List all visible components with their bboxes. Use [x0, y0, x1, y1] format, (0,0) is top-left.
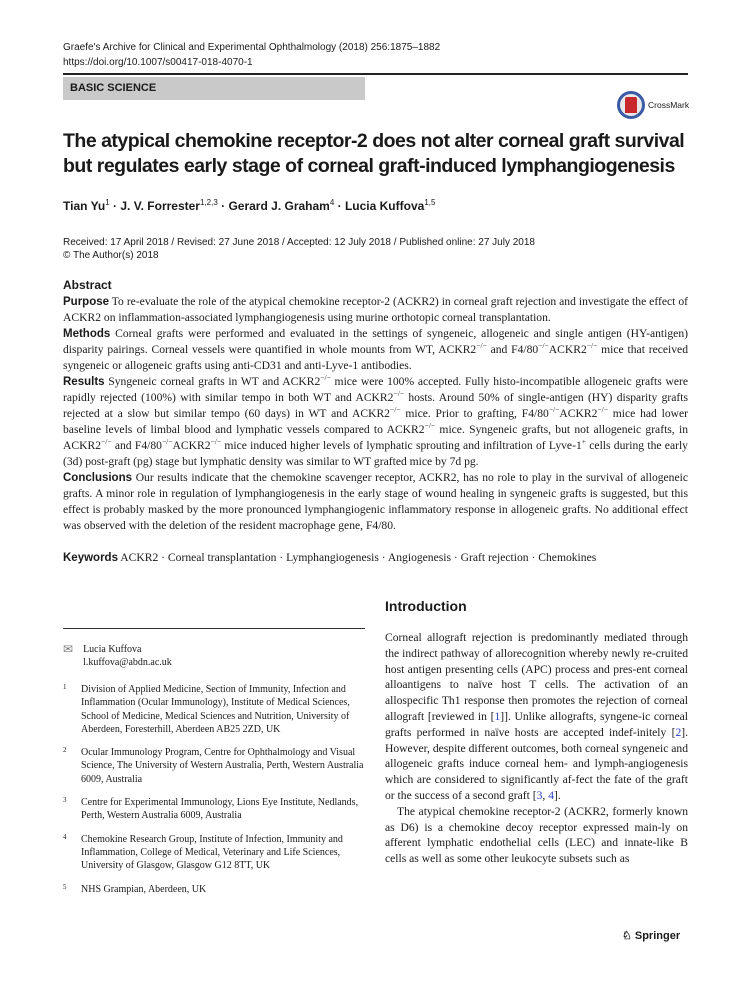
article-page	[63, 40, 688, 906]
footnote-rule	[63, 628, 365, 629]
superscript: +	[581, 437, 586, 447]
text-run: ACKR2	[559, 407, 598, 420]
crossmark-button[interactable]	[617, 91, 689, 119]
author-affiliation-ref: 1	[105, 198, 110, 207]
text-run: mice that received syngeneic or allogeneic grafts using anti-CD31 and anti-Lyve-1 antibodies.	[63, 343, 688, 372]
abstract-section-label: Results	[63, 376, 105, 388]
text-run: ].	[554, 788, 561, 802]
envelope-icon: ✉	[63, 642, 74, 656]
superscript: −/−	[586, 341, 598, 351]
superscript: −/−	[320, 373, 331, 383]
author-separator: ·	[217, 199, 229, 213]
crossmark-icon	[617, 91, 645, 119]
keyword: Corneal transplantation	[167, 551, 277, 564]
citation-link[interactable]: 2	[675, 725, 682, 739]
affiliation	[63, 883, 365, 896]
keyword-separator: ·	[276, 551, 287, 564]
abstract-section-label: Purpose	[63, 296, 110, 308]
text-run: hosts. Around 50% of single-antigen (HY) disparity grafts rejected at a slow but similar tempo (60 days) in WT and ACKR2	[63, 391, 688, 420]
introduction-heading: Introduction	[385, 598, 467, 614]
text-run: Corneal allograft rejection is predominantly mediated through the indirect pathway of allorecognition whereby newly re-cruited host antigen presenting cells (APC) process and pres-ent corneal alloantigens to naïve host T cells. The activation of an allospecific Th1 response then promotes the rejection of corneal allograft [reviewed in [	[385, 631, 688, 723]
right-column	[385, 598, 688, 867]
text-run: mice were 100% accepted. Fully histo-incompatible allogeneic grafts were rapidly rejected (100%) with similar tempo in both WT and ACKR2	[63, 375, 688, 404]
affiliation	[63, 796, 365, 823]
abstract	[63, 277, 688, 534]
keywords	[63, 550, 688, 566]
abstract-conclusions	[63, 470, 688, 534]
superscript: −/−	[424, 421, 436, 431]
affiliation-text: Division of Applied Medicine, Section of Immunity, Infection and Inflammation (Ocular Immunology), Institute of Medical Sciences, School of Medicine, Medical Sciences and Nutrition, University of Aberdeen, Foresterhill, Aberdeen AB25 2ZD, UK	[81, 684, 350, 735]
journal-citation	[63, 40, 688, 70]
author-separator: ·	[334, 199, 345, 213]
text-run: ]. However, despite different outcomes, both corneal syngeneic and allogeneic grafts induce corneal hem- and lymph-angiogenesis which are considered to significantly af-fect the fate of the graft or the success of a second graft [	[385, 725, 688, 802]
left-column	[63, 598, 365, 906]
affiliation	[63, 746, 365, 786]
text-run: ACKR2	[172, 439, 211, 452]
keyword: ACKR2	[120, 551, 159, 564]
text-run: To re-evaluate the role of the atypical chemokine receptor-2 (ACKR2) in corneal graft rejection and investigate the effect of ACKR2 on inflammation-associated lymphangiogenesis using murine orthotopic corneal transplantation.	[63, 295, 688, 324]
superscript: −/−	[210, 437, 222, 447]
corresponding-email[interactable]: l.kuffova@abdn.ac.uk	[83, 657, 172, 668]
correspondence	[63, 643, 365, 669]
history-dates: Received: 17 April 2018 / Revised: 27 June 2018 / Accepted: 12 July 2018 / Published online: 27 July 2018	[63, 237, 535, 248]
text-run: cells during the early (3d) post-graft (pg) stage but lymphatic density was similar to WT grafted mice by 7d pg.	[63, 439, 688, 468]
corresponding-author: Lucia Kuffova	[83, 644, 142, 655]
text-run: ]]. Unlike allografts, syngene-ic corneal grafts performed in naïve hosts are accepted indef-initely [	[385, 709, 688, 739]
keyword: Chemokines	[538, 551, 597, 564]
keyword: Lymphangiogenesis	[286, 551, 379, 564]
affiliation	[63, 683, 365, 736]
affiliation-number: 4	[63, 832, 67, 841]
two-column-body	[63, 598, 688, 906]
affiliation-number: 3	[63, 796, 67, 805]
keyword-separator: ·	[158, 551, 168, 564]
text-run: and F4/80	[111, 439, 162, 452]
text-run: mice. Syngeneic grafts, but not allogeneic grafts, in ACKR2	[63, 423, 688, 452]
affiliation-text: Centre for Experimental Immunology, Lions Eye Institute, Nedlands, Perth, Western Australia 6009, Australia	[81, 797, 359, 822]
keywords-label: Keywords	[63, 552, 118, 564]
section-label: BASIC SCIENCE	[63, 77, 365, 100]
affiliations	[63, 683, 365, 896]
text-run: mice had lower baseline levels of limbal blood and lymphatic vessels compared to ACKR2	[63, 407, 689, 436]
author-name: J. V. Forrester	[120, 199, 200, 213]
keyword-separator: ·	[378, 551, 388, 564]
doi-link[interactable]: https://doi.org/10.1007/s00417-018-4070-1	[63, 57, 253, 68]
introduction-body	[385, 630, 688, 867]
superscript: −/−	[389, 405, 401, 415]
publisher-logo	[622, 929, 680, 942]
journal-name: Graefe's Archive for Clinical and Experimental Ophthalmology (2018) 256:1875–1882	[63, 42, 441, 53]
affiliation-text: Chemokine Research Group, Institute of Infection, Immunity and Inflammation, College of Medical, Veterinary and Life Sciences, University of Glasgow, Glasgow G12 8TT, UK	[81, 833, 343, 872]
copyright: © The Author(s) 2018	[63, 250, 159, 261]
affiliation-text: NHS Grampian, Aberdeen, UK	[81, 883, 207, 895]
text-run: Syngeneic corneal grafts in WT and ACKR2	[108, 375, 321, 388]
keyword-separator: ·	[451, 551, 461, 564]
affiliation-number: 2	[63, 746, 67, 755]
abstract-methods	[63, 326, 688, 374]
superscript: −/−	[393, 389, 405, 399]
keyword-separator: ·	[528, 551, 539, 564]
author-list	[63, 198, 688, 214]
author-name: Tian Yu	[63, 199, 106, 213]
intro-paragraph	[385, 804, 688, 867]
superscript: −/−	[101, 437, 112, 447]
text-run: Our results indicate that the chemokine scavenger receptor, ACKR2, has no role to play in the survival of allogeneic grafts. A minor role in regulation of lymphangiogenesis in the early stage of wound healing in syngeneic grafts is suggested, but this effect is probably masked by the more pronounced lymphangiogenic inflammatory response in allogeneic grafts. No additional effect was observed with the deletion of the resident macrophage gene, F4/80.	[63, 471, 688, 532]
affiliation-number: 5	[63, 882, 67, 891]
text-run: Corneal grafts were performed and evaluated in the settings of syngeneic, allogeneic and single antigen (HY-antigen) disparity pairings. Corneal vessels were quantified in whole mounts from WT, ACKR2	[63, 327, 688, 356]
crossmark-label: CrossMark	[648, 100, 690, 110]
author-affiliation-ref: 1,5	[424, 198, 436, 207]
text-run: ,	[542, 788, 549, 802]
intro-paragraph	[385, 630, 688, 804]
text-run: mice. Prior to grafting, F4/80	[400, 407, 549, 420]
text-run: The atypical chemokine receptor-2 (ACKR2, formerly known as D6) is a chemokine decoy receptor expressed main-ly on afferent lymphatic endothelial cells (LEC) and innate-like B cells as well as some other leukocyte subsets such as	[385, 804, 688, 866]
article-title: The atypical chemokine receptor-2 does not alter corneal graft survival but regulates early stage of corneal graft-induced lymphangiogenesis	[63, 130, 685, 177]
abstract-results	[63, 374, 688, 470]
citation-link[interactable]: 4	[548, 788, 555, 802]
text-run: and F4/80	[486, 343, 539, 356]
author-name: Lucia Kuffova	[344, 199, 425, 213]
citation-link[interactable]: 1	[494, 709, 501, 723]
abstract-section-label: Conclusions	[63, 472, 133, 484]
affiliation	[63, 833, 365, 873]
publisher-name: Springer	[634, 929, 681, 942]
superscript: −/−	[161, 437, 173, 447]
author-name: Gerard J. Graham	[228, 199, 330, 213]
text-run: ACKR2	[548, 343, 587, 356]
header-rule	[63, 73, 688, 75]
author-affiliation-ref: 4	[329, 198, 335, 207]
springer-horse-icon: ♘	[622, 930, 632, 942]
article-dates	[63, 236, 688, 262]
text-run: mice induced higher levels of lymphatic sprouting and infiltration of Lyve-1	[221, 439, 582, 452]
citation-link[interactable]: 3	[536, 788, 543, 802]
superscript: −/−	[476, 341, 487, 351]
superscript: −/−	[548, 405, 560, 415]
affiliation-number: 1	[63, 683, 67, 691]
superscript: −/−	[597, 405, 608, 415]
superscript: −/−	[538, 341, 549, 351]
affiliation-text: Ocular Immunology Program, Centre for Ophthalmology and Visual Science, The University of Western Australia, Perth, Western Australia 6009, Australia	[81, 747, 364, 785]
keyword: Angiogenesis	[387, 551, 451, 564]
abstract-section-label: Methods	[63, 328, 111, 340]
abstract-purpose	[63, 294, 688, 326]
abstract-heading: Abstract	[63, 278, 112, 292]
keyword: Graft rejection	[460, 551, 529, 564]
author-affiliation-ref: 1,2,3	[199, 198, 218, 207]
author-separator: ·	[109, 199, 121, 213]
